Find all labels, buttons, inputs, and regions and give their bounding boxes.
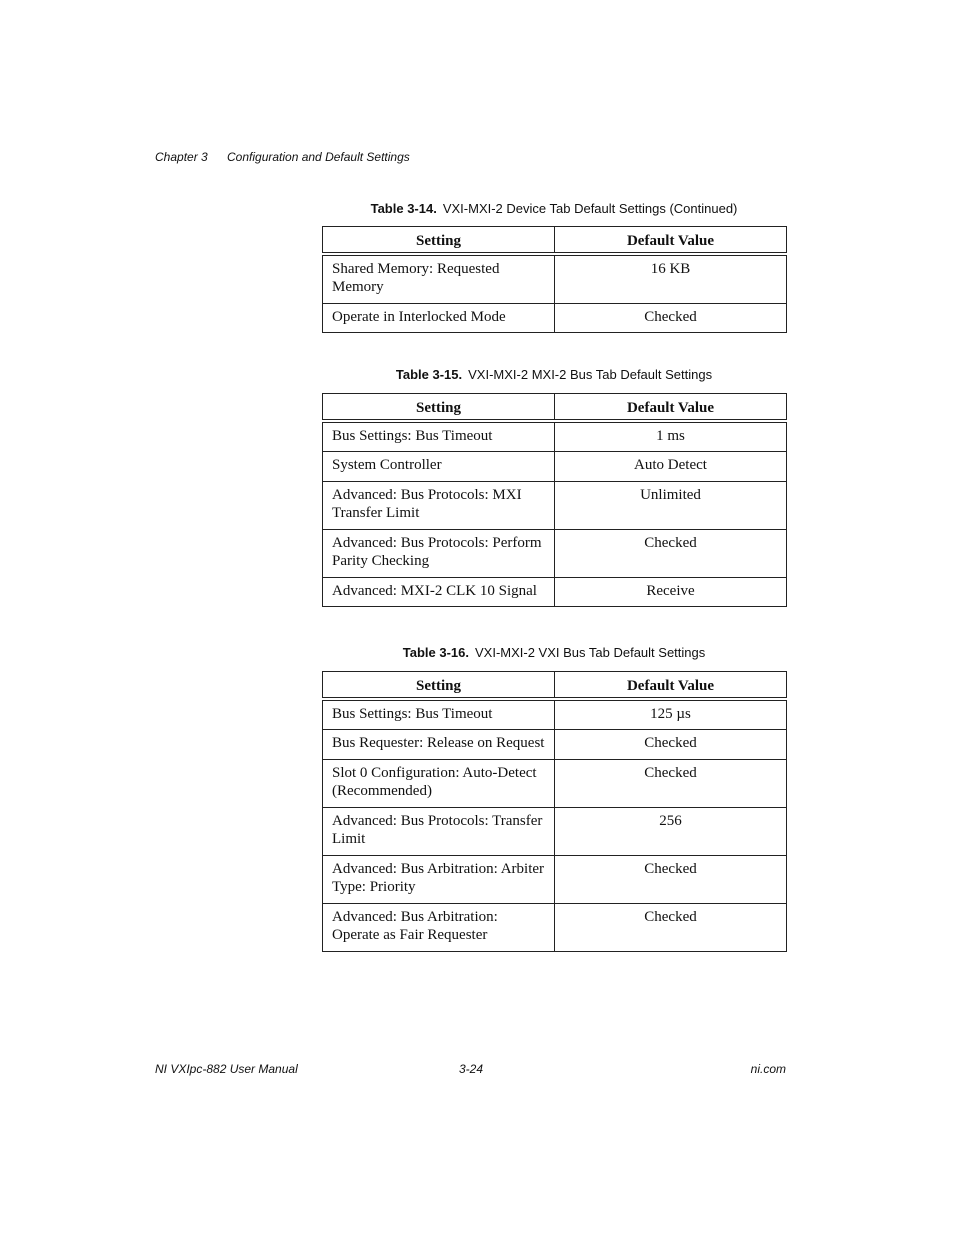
setting-cell: Shared Memory: Requested Memory <box>323 254 555 304</box>
setting-cell: Bus Requester: Release on Request <box>323 730 555 760</box>
table-header-row <box>323 394 787 421</box>
setting-cell: Advanced: Bus Protocols: Perform Parity Checking <box>323 529 555 577</box>
setting-cell: Advanced: Bus Arbitration: Operate as Fair Requester <box>323 903 555 951</box>
table-row <box>323 254 787 304</box>
table-row <box>323 303 787 333</box>
table-number: Table 3-16. <box>402 645 469 660</box>
value-cell: Unlimited <box>555 481 787 529</box>
value-cell: 256 <box>555 807 787 855</box>
value-cell: Checked <box>555 730 787 760</box>
table-caption-3-14 <box>322 201 786 216</box>
table-header-row <box>323 672 787 699</box>
table-row <box>323 577 787 607</box>
value-cell: Receive <box>555 577 787 607</box>
column-header-setting: Setting <box>323 672 555 699</box>
table-row <box>323 529 787 577</box>
table-row <box>323 807 787 855</box>
column-header-setting: Setting <box>323 394 555 421</box>
table-row <box>323 730 787 760</box>
header-title: Configuration and Default Settings <box>227 150 410 164</box>
value-cell: Checked <box>555 855 787 903</box>
table-3-16 <box>322 671 787 952</box>
footer-manual-title: NI VXIpc-882 User Manual <box>155 1062 298 1076</box>
setting-cell: System Controller <box>323 452 555 482</box>
table-row <box>323 855 787 903</box>
value-cell: Checked <box>555 303 787 333</box>
column-header-setting: Setting <box>323 227 555 254</box>
column-header-default-value: Default Value <box>555 227 787 254</box>
table-caption-3-15 <box>322 367 786 382</box>
value-cell: 16 KB <box>555 254 787 304</box>
value-cell: Checked <box>555 529 787 577</box>
column-header-default-value: Default Value <box>555 672 787 699</box>
table-row <box>323 759 787 807</box>
table-title: VXI-MXI-2 VXI Bus Tab Default Settings <box>474 645 706 660</box>
value-cell: Auto Detect <box>555 452 787 482</box>
table-row <box>323 452 787 482</box>
footer-page-number: 3-24 <box>459 1062 484 1076</box>
setting-cell: Operate in Interlocked Mode <box>323 303 555 333</box>
table-number: Table 3-15. <box>395 367 463 382</box>
table-number: Table 3-14. <box>370 201 437 216</box>
setting-cell: Advanced: MXI-2 CLK 10 Signal <box>323 577 555 607</box>
table-title: VXI-MXI-2 MXI-2 Bus Tab Default Settings <box>468 367 713 382</box>
running-header <box>155 150 410 164</box>
setting-cell: Advanced: Bus Protocols: MXI Transfer Limit <box>323 481 555 529</box>
setting-cell: Slot 0 Configuration: Auto-Detect (Recommended) <box>323 759 555 807</box>
table-row <box>323 699 787 730</box>
value-cell: Checked <box>555 903 787 951</box>
table-3-14 <box>322 226 787 333</box>
value-cell: 125 µs <box>555 699 787 730</box>
value-cell: 1 ms <box>555 421 787 452</box>
table-row <box>323 481 787 529</box>
table-3-15 <box>322 393 787 607</box>
value-cell: Checked <box>555 759 787 807</box>
footer-website: ni.com <box>750 1062 786 1076</box>
setting-cell: Advanced: Bus Protocols: Transfer Limit <box>323 807 555 855</box>
setting-cell: Bus Settings: Bus Timeout <box>323 699 555 730</box>
setting-cell: Advanced: Bus Arbitration: Arbiter Type: Priority <box>323 855 555 903</box>
column-header-default-value: Default Value <box>555 394 787 421</box>
table-header-row <box>323 227 787 254</box>
table-caption-3-16 <box>322 645 786 660</box>
setting-cell: Bus Settings: Bus Timeout <box>323 421 555 452</box>
table-row <box>323 903 787 951</box>
header-chapter: Chapter 3 <box>155 150 208 164</box>
table-title: VXI-MXI-2 Device Tab Default Settings (Continued) <box>442 201 738 216</box>
table-row <box>323 421 787 452</box>
